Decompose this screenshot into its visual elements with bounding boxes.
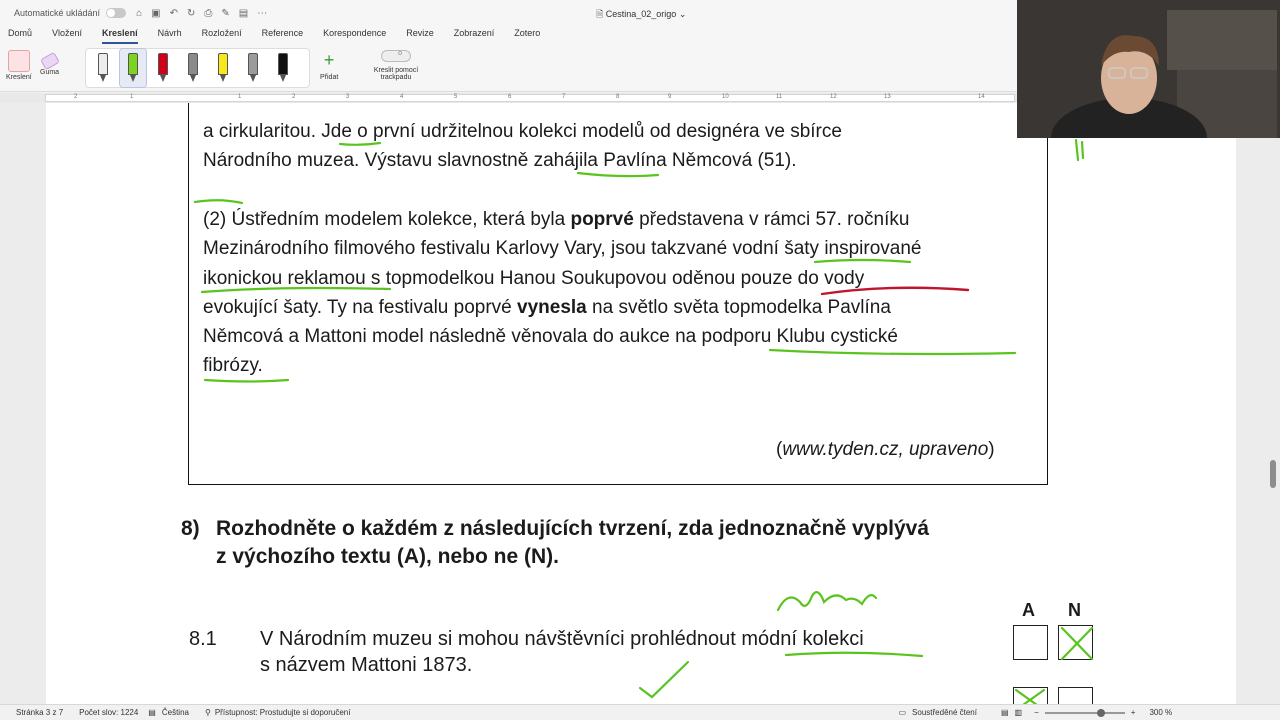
ruler-tick: 2 [74, 94, 78, 100]
document-area[interactable] [0, 103, 1280, 704]
tab-rozlozeni[interactable]: Rozložení [201, 28, 242, 38]
tab-domu[interactable]: Domů [8, 28, 33, 38]
status-bar [0, 704, 1280, 720]
text-line: ikonickou reklamou s topmodelkou Hanou Soukupovou oděnou pouze do vody [203, 267, 865, 289]
ruler-tick: 13 [884, 94, 891, 100]
chevron-down-icon: ⌄ [678, 9, 687, 19]
document-name: Cestina_02_origo [605, 9, 677, 19]
zoom-level[interactable]: 300 % [1149, 708, 1173, 717]
pen-green[interactable] [120, 49, 146, 87]
pen-highlighter[interactable] [210, 49, 236, 87]
ruler-tick: 10 [722, 94, 729, 100]
tab-reference[interactable]: Reference [261, 28, 304, 38]
eraser-label: Guma [40, 69, 60, 76]
ruler-tick: 14 [978, 94, 985, 100]
pen-red[interactable] [150, 49, 176, 87]
zoom-in-icon[interactable]: + [1130, 708, 1136, 717]
trackpad-label-2: trackpadu [380, 74, 412, 81]
column-a-header: A [1022, 600, 1035, 620]
pen-icon[interactable]: ✎ [221, 7, 230, 19]
vertical-scrollbar[interactable] [1270, 460, 1276, 488]
ruler-tick: 1 [238, 94, 242, 100]
statement-8-1 [189, 626, 864, 678]
ruler [0, 93, 1017, 103]
zoom-out-icon[interactable]: − [1034, 708, 1039, 717]
focus-icon[interactable]: ▭ [898, 708, 907, 717]
statement-number: 8.1 [189, 628, 217, 650]
tab-zotero[interactable]: Zotero [514, 28, 541, 38]
quick-access-toolbar [136, 8, 267, 19]
ruler-tick: 6 [508, 94, 512, 100]
question-text: z výchozího textu (A), nebo ne (N). [216, 545, 560, 568]
page[interactable] [46, 103, 1236, 704]
source-citation [776, 439, 995, 461]
save-icon[interactable]: ▣ [151, 7, 161, 19]
ruler-tick: 2 [292, 94, 296, 100]
ruler-scale[interactable] [45, 94, 1015, 102]
checkbox-8-1-n[interactable] [1058, 625, 1093, 660]
column-n-header: N [1068, 600, 1081, 620]
eraser-icon [40, 52, 60, 70]
pen-pencil[interactable] [180, 49, 206, 87]
text-run: představena v rámci 57. ročníku [633, 209, 910, 230]
presenter-video [1017, 0, 1280, 138]
ruler-tick: 11 [776, 94, 783, 100]
proofing-icon[interactable]: ▤ [148, 708, 156, 717]
pen-gray[interactable] [90, 49, 116, 87]
paren-close: ) [988, 439, 995, 460]
pen-black[interactable] [270, 49, 296, 87]
page-indicator[interactable]: Stránka 3 z 7 [16, 708, 64, 717]
autosave-toggle[interactable] [106, 8, 126, 18]
text-line: fibrózy. [203, 355, 263, 377]
text-line: Mezinárodního filmového festivalu Karlovy Vary, jsou takzvané vodní šaty inspirované [203, 238, 922, 260]
print-icon[interactable]: ⎙ [204, 7, 213, 19]
text-line: a cirkularitou. Jde o první udržitelnou kolekci modelů od designéra ve sbírce [203, 121, 842, 142]
tab-vlozeni[interactable]: Vložení [52, 28, 83, 38]
accessibility-status[interactable]: Přístupnost: Prostudujte si doporučení [214, 708, 351, 717]
ruler-tick: 12 [830, 94, 837, 100]
home-icon[interactable]: ⌂ [136, 7, 143, 19]
word-count[interactable]: Počet slov: 1224 [79, 708, 139, 717]
text-run: evokující šaty. Ty na festivalu poprvé [203, 296, 518, 318]
more-icon[interactable]: ⋯ [257, 7, 268, 19]
document-title[interactable] [596, 7, 686, 23]
ruler-tick: 5 [454, 94, 458, 100]
trackpad-draw-control[interactable] [368, 48, 424, 81]
ruler-tick: 1 [130, 94, 134, 100]
bold-word: poprvé [570, 209, 634, 230]
text-line: Národního muzea. Výstavu slavnostně zahájila Pavlína Němcová (51). [203, 150, 797, 172]
text-line [203, 205, 922, 234]
statement-text: s názvem Mattoni 1873. [260, 654, 473, 676]
format-icon[interactable]: ▤ [238, 7, 249, 19]
tab-zobrazeni[interactable]: Zobrazení [453, 28, 495, 38]
webcam-overlay [1017, 0, 1280, 138]
tab-korespondence[interactable]: Korespondence [323, 28, 387, 38]
pen-silver[interactable] [240, 49, 266, 87]
draw-label: Kreslení [6, 74, 32, 81]
zoom-slider[interactable] [1045, 712, 1125, 714]
source-text: www.tyden.cz, upraveno [782, 439, 989, 460]
statement-text: V Národním muzeu si mohou návštěvníci prohlédnout módní kolekci [260, 628, 864, 650]
draw-icon [8, 50, 30, 72]
add-label: Přidat [320, 74, 339, 81]
ruler-tick: 9 [668, 94, 672, 100]
checkbox-8-1-a[interactable] [1013, 625, 1048, 660]
question-text: Rozhodněte o každém z následujících tvrzení, zda jednoznačně vyplývá [216, 517, 930, 540]
tab-navrh[interactable]: Návrh [157, 28, 182, 38]
bold-word: vynesla [517, 296, 587, 318]
text-line: Němcová a Mattoni model následně věnovala do aukce na podporu Klubu cystické [203, 326, 898, 348]
text-line [203, 293, 922, 322]
ruler-tick: 3 [346, 94, 350, 100]
tab-revize[interactable]: Revize [406, 28, 434, 38]
ruler-tick: 8 [616, 94, 620, 100]
plus-icon: + [323, 50, 335, 70]
question-8 [181, 515, 929, 571]
web-layout-icon[interactable]: ▥ [1014, 708, 1023, 717]
accessibility-icon[interactable]: ⚲ [204, 708, 211, 717]
draw-tool-button[interactable] [6, 50, 32, 81]
paragraph-2[interactable] [203, 205, 922, 381]
pen-gallery [85, 48, 310, 88]
document-icon: 🗎 [596, 9, 604, 19]
question-number: 8) [181, 517, 200, 540]
layout-icon[interactable]: ▤ [1000, 708, 1009, 717]
trackpad-label-1: Kreslit pomocí [373, 67, 419, 74]
autosave-label: Automatické ukládání [14, 8, 101, 18]
text-run: na světlo světa topmodelka Pavlína [586, 296, 891, 318]
focus-mode[interactable]: Soustředěné čtení [912, 708, 977, 717]
ruler-tick: 7 [562, 94, 566, 100]
paragraph-1[interactable] [203, 117, 842, 176]
trackpad-toggle[interactable] [381, 50, 411, 62]
redo-icon[interactable]: ↻ [186, 7, 196, 19]
checkbox-8-2-a[interactable] [1013, 687, 1048, 704]
tab-kresleni[interactable]: Kreslení [102, 26, 138, 44]
ruler-tick: 4 [400, 94, 404, 100]
paren-open: ( [776, 439, 783, 460]
checkbox-8-2-n[interactable] [1058, 687, 1093, 704]
eraser-button[interactable] [40, 50, 59, 76]
undo-icon[interactable]: ↶ [169, 7, 178, 19]
add-pen-button[interactable] [320, 50, 338, 81]
text-run: (2) Ústředním modelem kolekce, která byla [203, 209, 571, 230]
language-indicator[interactable]: Čeština [161, 708, 189, 717]
